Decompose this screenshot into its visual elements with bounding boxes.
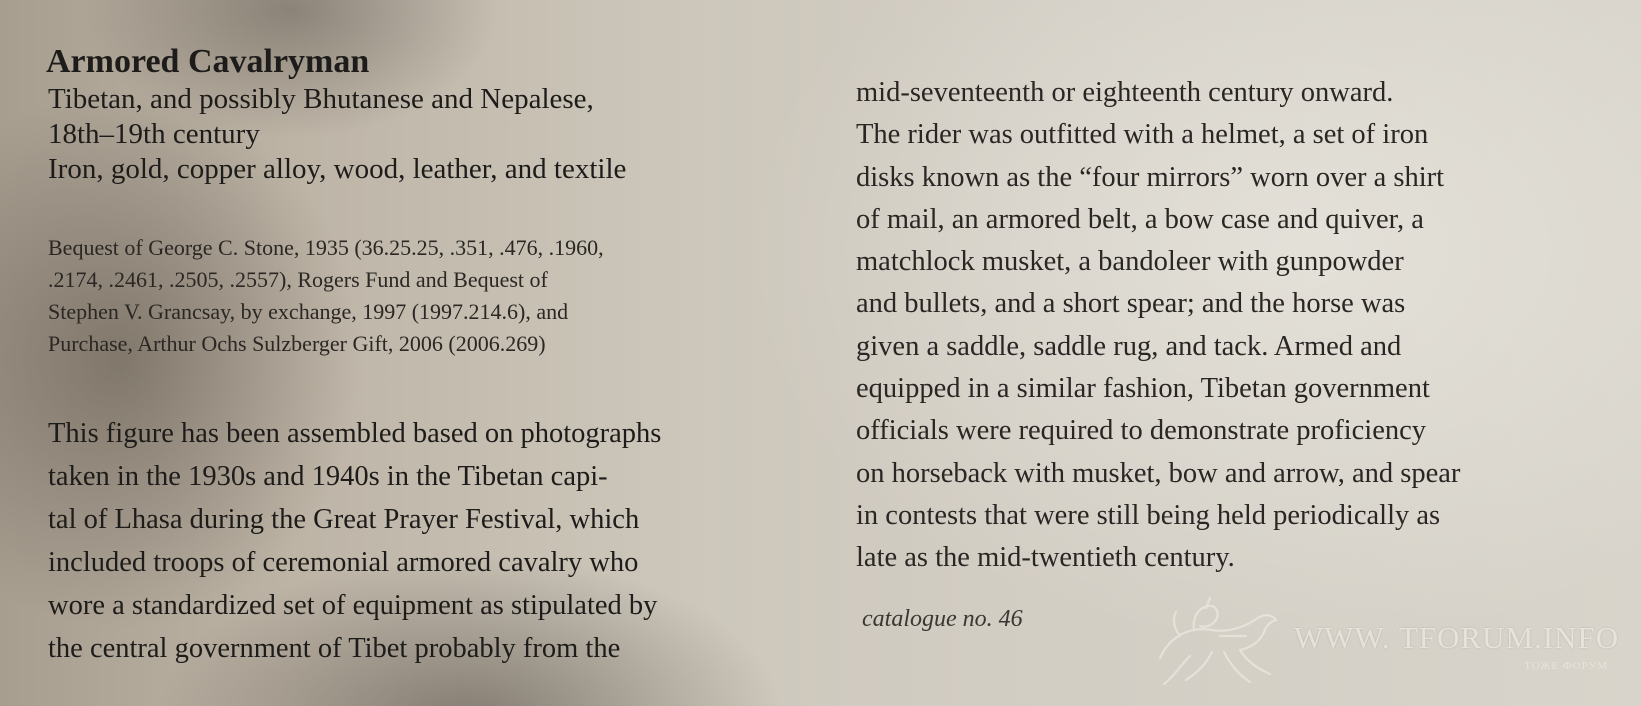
description-line: and bullets, and a short spear; and the horse was (856, 288, 1406, 320)
description-line: matchlock musket, a bandoleer with gunpowder (856, 246, 1404, 278)
description-line: This figure has been assembled based on photographs (48, 418, 662, 449)
description-line: equipped in a similar fashion, Tibetan government (856, 373, 1430, 405)
meta-line-date: 18th–19th century (48, 118, 260, 150)
description-line: disks known as the “four mirrors” worn over a shirt (856, 161, 1445, 193)
credit-line-4: Purchase, Arthur Ochs Sulzberger Gift, 2006 (2006.269) (48, 331, 546, 356)
description-column-left (48, 412, 808, 670)
credit-line (48, 232, 788, 360)
description-line: given a saddle, saddle rug, and tack. Armed and (856, 330, 1402, 362)
description-line: on horseback with musket, bow and arrow, and spear (856, 457, 1461, 489)
watermark-site: WWW. TFORUM.INFO (1294, 620, 1620, 655)
description-line: included troops of ceremonial armored cavalry who (48, 547, 639, 578)
description-line: of mail, an armored belt, a bow case and quiver, a (856, 203, 1424, 235)
description-line: the central government of Tibet probably from the (48, 633, 621, 664)
watermark (1150, 596, 1630, 696)
credit-line-1: Bequest of George C. Stone, 1935 (36.25.25, .351, .476, .1960, (48, 235, 604, 260)
label-meta (48, 82, 808, 187)
description-column-right (856, 72, 1586, 580)
description-line: wore a standardized set of equipment as stipulated by (48, 590, 658, 621)
description-line: officials were required to demonstrate proficiency (856, 415, 1427, 447)
description-line: in contests that were still being held periodically as (856, 499, 1441, 531)
description-line: mid-seventeenth or eighteenth century onward. (856, 77, 1394, 108)
catalogue-number: catalogue no. 46 (862, 606, 1023, 632)
meta-line-materials: Iron, gold, copper alloy, wood, leather, and textile (48, 153, 627, 185)
description-line: taken in the 1930s and 1940s in the Tibetan capi- (48, 461, 608, 492)
watermark-tagline: ТОЖЕ ФОРУМ (1524, 660, 1608, 672)
horse-rider-logo-icon (1150, 596, 1290, 696)
description-line: The rider was outfitted with a helmet, a set of iron (856, 119, 1429, 151)
description-line: tal of Lhasa during the Great Prayer Festival, which (48, 504, 640, 535)
label-title: Armored Cavalryman (46, 43, 370, 80)
credit-line-2: .2174, .2461, .2505, .2557), Rogers Fund and Bequest of (48, 267, 548, 292)
meta-line-origin: Tibetan, and possibly Bhutanese and Nepalese, (48, 83, 594, 115)
credit-line-3: Stephen V. Grancsay, by exchange, 1997 (1997.214.6), and (48, 299, 569, 324)
description-line: late as the mid-twentieth century. (856, 542, 1235, 574)
